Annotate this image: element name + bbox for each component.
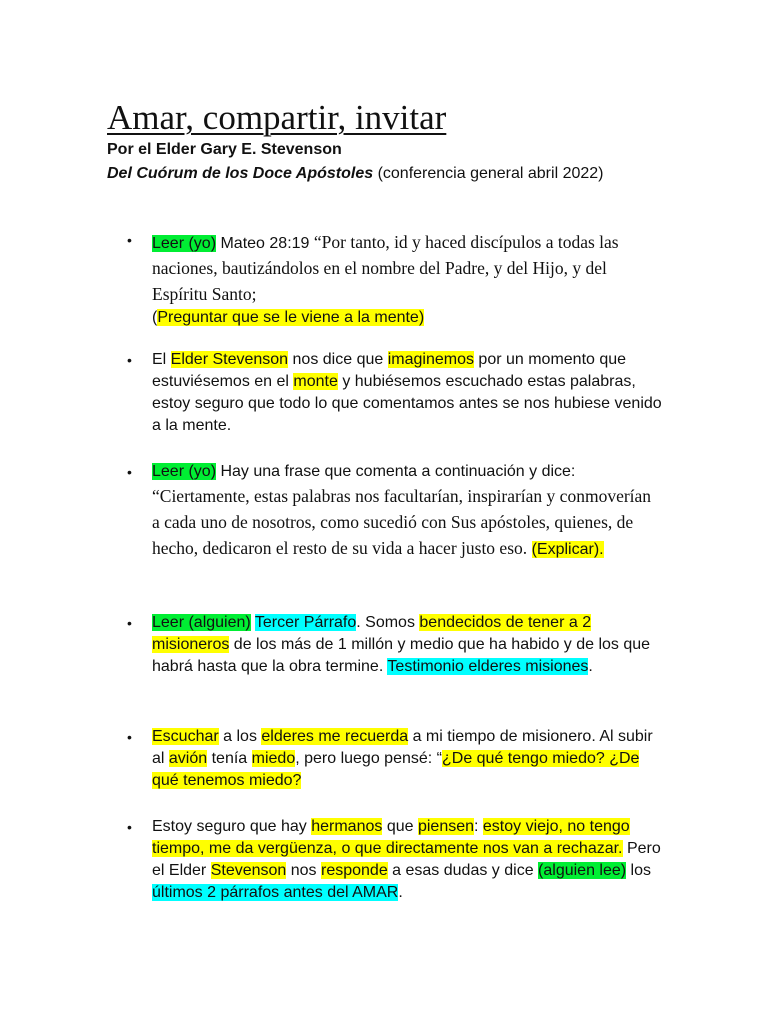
bullet-icon: •	[127, 729, 132, 745]
highlight-yellow: ¿De qué tengo miedo? ¿De qué tenemos miedo?	[152, 750, 640, 789]
highlight-yellow: Preguntar que se le viene a la mente)	[157, 309, 425, 326]
text-run: de los más de 1 millón y medio que ha habido y de los que habrá hasta que la obra termine.	[152, 636, 651, 675]
text-run: Pero el Elder	[152, 840, 661, 879]
highlight-yellow: Stevenson	[210, 862, 287, 879]
highlight-green: Leer (yo)	[152, 235, 217, 252]
text-run: que	[382, 818, 418, 835]
list-item-4	[127, 612, 662, 678]
highlight-cyan: Testimonio elderes misiones	[387, 658, 589, 675]
text-run: nos dice que	[288, 351, 388, 368]
text-run: .	[588, 658, 593, 675]
text-run: El	[152, 351, 171, 368]
quorum-org: Del Cuórum de los Doce Apóstoles	[107, 165, 374, 182]
highlight-yellow: monte	[293, 373, 338, 390]
author-line: Por el Elder Gary E. Stevenson	[107, 141, 342, 158]
highlight-yellow: miedo	[251, 750, 296, 767]
highlight-yellow: avión	[168, 750, 208, 767]
highlight-yellow: estoy viejo, no tengo tiempo, me da vergüenza, o que directamente nos van a rechazar.	[152, 818, 630, 857]
text-run: :	[474, 818, 483, 835]
text-run: por un momento que estuviésemos en el	[152, 351, 627, 390]
document-title: Amar, compartir, invitar	[107, 98, 447, 137]
bullet-icon: •	[127, 352, 132, 368]
list-item-5	[127, 726, 662, 792]
text-run: Estoy seguro que hay	[152, 818, 312, 835]
highlight-green: (alguien lee)	[538, 862, 627, 879]
highlight-cyan: Tercer Párrafo	[254, 614, 357, 631]
highlight-yellow: (Explicar).	[531, 541, 604, 558]
text-run: Hay una frase que comenta a continuación y dice:	[216, 463, 576, 480]
highlight-yellow: responde	[321, 862, 388, 879]
highlight-cyan: últimos 2 párrafos antes del AMAR	[152, 884, 399, 901]
bullet-icon: •	[127, 819, 132, 835]
highlight-yellow: elderes me recuerda	[261, 728, 409, 745]
text-run: los	[626, 862, 651, 879]
highlight-yellow: imaginemos	[387, 351, 474, 368]
highlight-green: Leer (alguien)	[152, 614, 251, 631]
text-run: a mi tiempo de misionero. Al subir al	[152, 728, 653, 767]
highlight-green: Leer (yo)	[152, 463, 217, 480]
text-run: a esas dudas y dice	[387, 862, 539, 879]
text-run: a los	[218, 728, 262, 745]
bullet-icon: •	[127, 615, 132, 631]
list-item-2	[127, 349, 662, 437]
list-item-3	[127, 461, 662, 561]
list-item-6	[127, 816, 662, 904]
text-run: nos	[286, 862, 321, 879]
highlight-yellow: Elder Stevenson	[170, 351, 289, 368]
conference-note: (conferencia general abril 2022)	[373, 165, 604, 182]
text-run: tenía	[207, 750, 252, 767]
text-run: Mateo 28:19	[216, 235, 314, 252]
text-run	[527, 541, 531, 558]
scripture-quote: “Por tanto, id y haced discípulos a todas las naciones, bautizándolos en el nombre del Padre, y del Hijo, y del Espíritu Santo;	[152, 232, 619, 304]
text-run: . Somos	[356, 614, 420, 631]
highlight-yellow: bendecidos de tener a 2 misioneros	[152, 614, 592, 653]
highlight-yellow: Escuchar	[152, 728, 219, 745]
highlight-yellow: piensen	[417, 818, 475, 835]
prompt-line	[152, 307, 662, 329]
quote-text: “Ciertamente, estas palabras nos facultarían, inspirarían y conmoverían a cada uno de nosotros, como sucedió con Sus apóstoles, quienes, de hecho, dedicaron el resto de su vida a hacer justo eso.	[152, 486, 652, 558]
quorum-line	[107, 164, 603, 184]
bullet-icon: •	[127, 464, 132, 480]
text-run: , pero luego pensé: “	[295, 750, 442, 767]
bullet-icon: •	[127, 232, 132, 248]
list-item-1	[127, 229, 662, 329]
highlight-yellow: hermanos	[311, 818, 383, 835]
text-run: y hubiésemos escuchado estas palabras, estoy seguro que todo lo que comentamos antes se nos hubiese venido a la mente.	[152, 373, 662, 434]
text-run: (	[152, 309, 158, 326]
text-run: .	[398, 884, 403, 901]
